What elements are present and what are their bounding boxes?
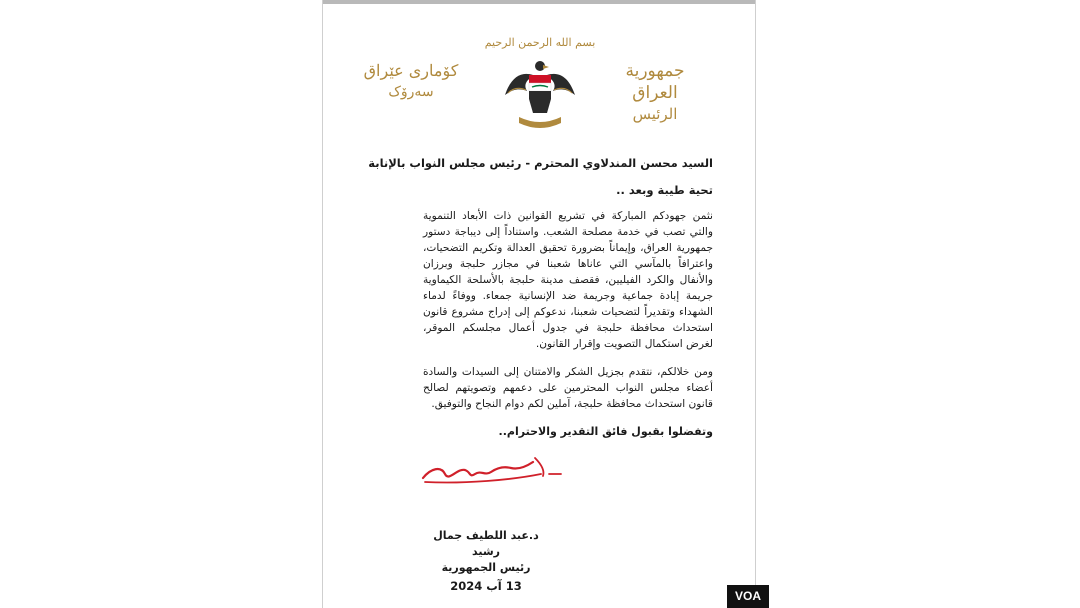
voa-watermark: VOA: [727, 585, 769, 608]
eagle-emblem-icon: [499, 55, 581, 137]
body-paragraph-1: نثمن جهودكم المباركة في تشريع القوانين ذات الأبعاد التنموية والتي تصب في خدمة مصلحة الشعب. واستناداً إلى ديباجة دستور جمهورية العراق، وإيماناً بضرورة تحقيق العدالة وتكريم التضحيات، واعترافاً بالمآسي التي عاناها شعبنا في مجازر حلبجة وبرزان والأنفال والكرد الفيليين، فقصف مدينة حلبجة بالأسلحة الكيماوية جريمة إبادة جماعية وجريمة ضد الإنسانية جمعاء. ووفاءً لدماء الشهداء وتقديراً لتضحيات شعبنا، ندعوكم إلى إدراج مشروع قانون استحداث محافظة حلبجة في جدول أعمال مجلسكم الموقر، لغرض استكمال التصويت وإقرار القانون.: [423, 210, 713, 350]
letterhead-arabic-country: جمهورية العراق: [625, 61, 685, 103]
letter-body: [368, 156, 713, 439]
closing-line: وتفضلوا بقبول فائق التقدير والاحترام..: [498, 425, 713, 438]
letterhead-kurdish: [351, 60, 471, 102]
signatory-title: رئيس الجمهورية: [441, 561, 531, 574]
basmala: بسم الله الرحمن الرحيم: [484, 36, 596, 49]
addressee-line: السيد محسن المندلاوي المحترم - رئيس مجلس النواب بالإنابة: [368, 156, 713, 170]
letterhead-kurdish-title: سەرۆک: [388, 84, 434, 100]
letter-page: [322, 0, 756, 608]
signatory-name: د.عبد اللطيف جمال رشيد: [433, 529, 539, 558]
letterhead-arabic: [607, 60, 703, 124]
signature-block: [423, 528, 549, 594]
handwritten-signature: [415, 444, 565, 494]
letterhead-arabic-title: الرئيس: [632, 105, 678, 123]
letter-date: 13 آب 2024: [450, 579, 522, 593]
body-paragraph-2: ومن خلالكم، نتقدم بجزيل الشكر والامتنان إلى السيدات والسادة أعضاء مجلس النواب المحترمين على دعمهم وتصويتهم لصالح قانون استحداث محافظة حلبجة، آملين لكم دوام النجاح والتوفيق.: [423, 366, 713, 410]
greeting-line: تحية طيبة وبعد ..: [616, 183, 713, 197]
letterhead-kurdish-country: كۆماری عێراق: [363, 61, 459, 80]
top-rule: [323, 0, 755, 4]
